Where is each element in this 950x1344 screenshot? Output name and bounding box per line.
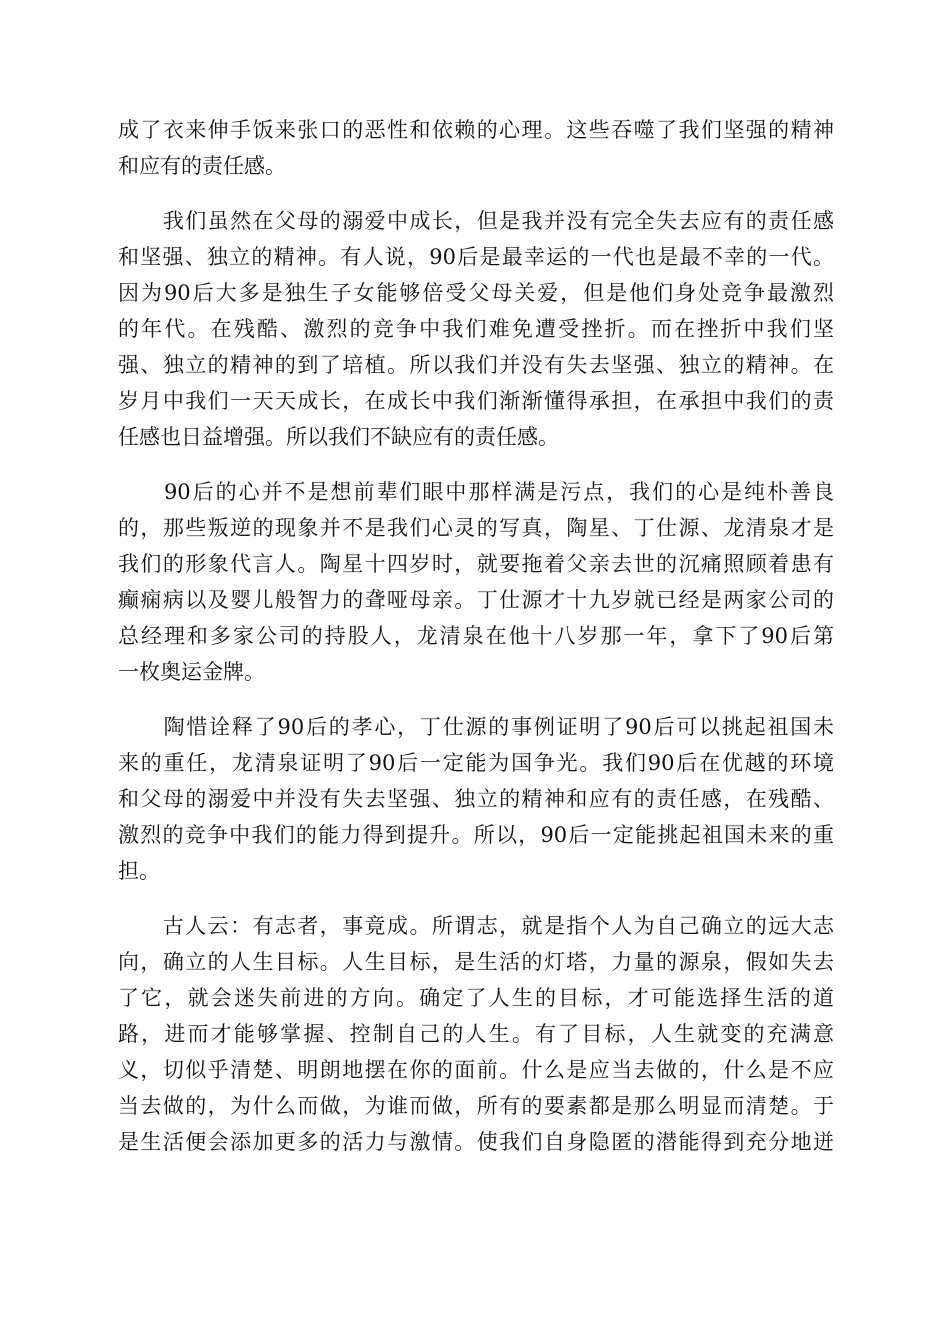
paragraph-line: 和父母的溺爱中并没有失去坚强、独立的精神和应有的责任感，在残酷、: [118, 787, 834, 811]
paragraph-line: 的年代。在残酷、激烈的竞争中我们难免遭受挫折。而在挫折中我们坚: [118, 317, 834, 341]
paragraph-line: 我们的形象代言人。陶星十四岁时，就要拖着父亲去世的沉痛照顾着患有: [118, 552, 834, 576]
paragraph-line: 陶惜诠释了90后的孝心，丁仕源的事例证明了90后可以挑起祖国未: [118, 715, 834, 739]
paragraph-line: 古人云：有志者，事竟成。所谓志，就是指个人为自己确立的远大志: [118, 914, 834, 938]
paragraph-line: 90后的心并不是想前辈们眼中那样满是污点，我们的心是纯朴善良: [118, 480, 834, 504]
paragraph-line: 一枚奥运金牌。: [118, 660, 265, 684]
paragraph-line: 了它，就会迷失前进的方向。确定了人生的目标，才可能选择生活的道: [118, 986, 834, 1010]
paragraph-line: 的，那些叛逆的现象并不是我们心灵的写真，陶星、丁仕源、龙清泉才是: [118, 516, 834, 540]
paragraph-line: 担。: [118, 859, 160, 883]
paragraph-1: [118, 112, 834, 184]
paragraph-line: 是生活便会添加更多的活力与激情。使我们自身隐匿的潜能得到充分地迸: [118, 1130, 834, 1154]
paragraph-line: 成了衣来伸手饭来张口的恶性和依赖的心理。这些吞噬了我们坚强的精神: [118, 118, 834, 142]
paragraph-line: 总经理和多家公司的持股人，龙清泉在他十八岁那一年，拿下了90后第: [118, 624, 834, 648]
paragraph-line: 因为90后大多是独生子女能够倍受父母关爱，但是他们身处竞争最激烈: [118, 281, 834, 305]
paragraph-2: [118, 203, 834, 455]
paragraph-line: 和应有的责任感。: [118, 154, 286, 178]
paragraph-line: 向，确立的人生目标。人生目标，是生活的灯塔，力量的源泉，假如失去: [118, 950, 834, 974]
paragraph-line: 强、独立的精神的到了培植。所以我们并没有失去坚强、独立的精神。在: [118, 353, 834, 377]
paragraph-line: 任感也日益增强。所以我们不缺应有的责任感。: [118, 425, 559, 449]
paragraph-line: 来的重任，龙清泉证明了90后一定能为国争光。我们90后在优越的环境: [118, 751, 834, 775]
paragraph-line: 义，切似乎清楚、明朗地摆在你的面前。什么是应当去做的，什么是不应: [118, 1058, 834, 1082]
paragraph-line: 癫痫病以及婴儿般智力的聋哑母亲。丁仕源才十九岁就已经是两家公司的: [118, 588, 834, 612]
paragraph-4: [118, 709, 834, 889]
paragraph-line: 和坚强、独立的精神。有人说，90后是最幸运的一代也是最不幸的一代。: [118, 245, 834, 269]
paragraph-line: 当去做的，为什么而做，为谁而做，所有的要素都是那么明显而清楚。于: [118, 1094, 834, 1118]
paragraph-line: 路，进而才能够掌握、控制自己的人生。有了目标，人生就变的充满意: [118, 1022, 834, 1046]
paragraph-5: [118, 908, 834, 1160]
paragraph-line: 我们虽然在父母的溺爱中成长，但是我并没有完全失去应有的责任感: [118, 209, 834, 233]
paragraph-line: 岁月中我们一天天成长，在成长中我们渐渐懂得承担，在承担中我们的责: [118, 389, 834, 413]
paragraph-3: [118, 474, 834, 690]
paragraph-line: 激烈的竞争中我们的能力得到提升。所以，90后一定能挑起祖国未来的重: [118, 823, 834, 847]
document-body: [118, 112, 834, 1179]
